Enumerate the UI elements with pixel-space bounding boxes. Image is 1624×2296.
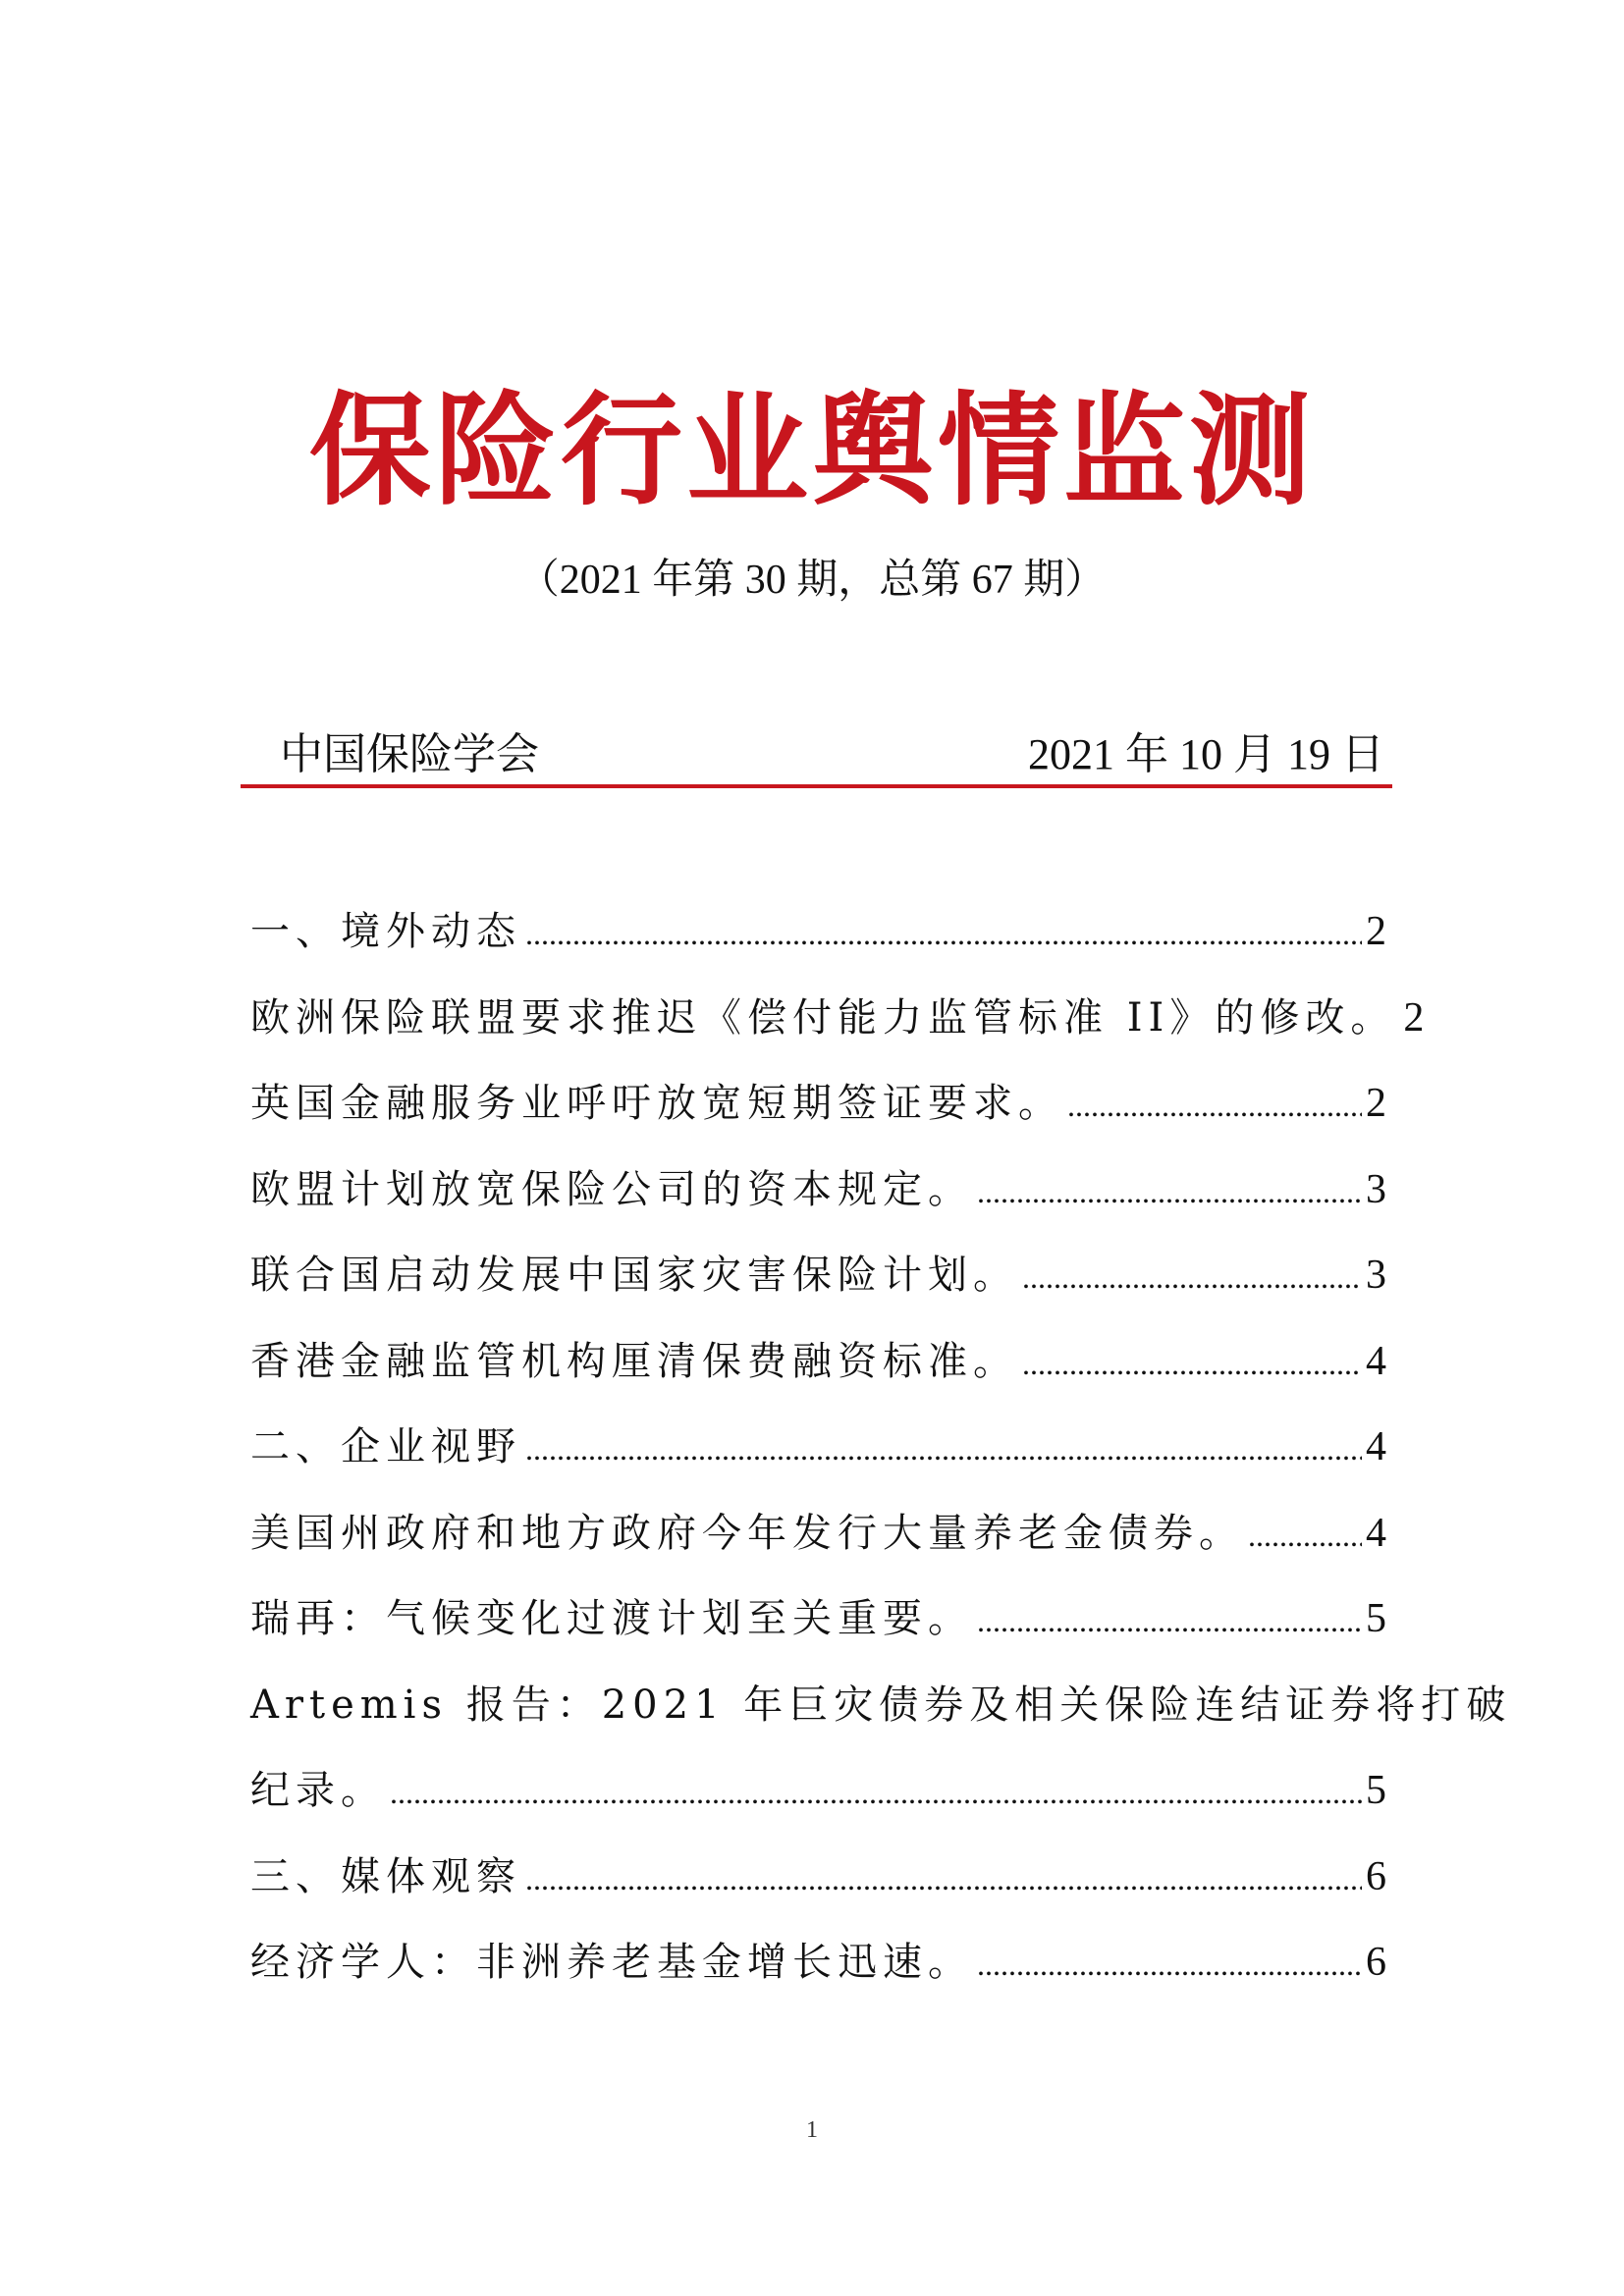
toc-entry-page: 4 [1366,1424,1386,1469]
toc-entry-text: Artemis 报告：2021 年巨灾债券及相关保险连结证券将打破 [250,1682,1512,1728]
toc-entry[interactable] [250,1233,1386,1319]
issuer-name: 中国保险学会 [280,730,539,778]
toc-leader-dots [1022,1319,1362,1408]
toc-entry-page: 6 [1366,1940,1386,1985]
toc-entry-text: 瑞再：气候变化过渡计划至关重要。 [250,1596,973,1641]
toc-entry-text: 纪录。 [250,1768,386,1813]
toc-section-enterprise[interactable] [250,1405,1386,1491]
toc-entry-page: 5 [1366,1596,1386,1641]
toc-entry[interactable] [250,1148,1386,1234]
toc-entry-text: 三、媒体观察 [250,1853,521,1899]
toc-entry-page: 3 [1366,1253,1386,1298]
toc-entry-text: 一、境外动态 [250,909,521,954]
toc-leader-dots [1248,1491,1362,1579]
toc-entry[interactable] [250,1061,1386,1148]
toc-entry-page: 6 [1366,1853,1386,1899]
issue-number: （2021 年第 30 期，总第 67 期） [517,558,1107,603]
toc-entry[interactable] [250,1491,1386,1577]
toc-entry-text: 经济学人：非洲养老基金增长迅速。 [250,1940,973,1985]
toc-entry-page: 3 [1366,1166,1386,1212]
page-number: 1 [806,2117,818,2143]
toc-entry[interactable] [250,976,1425,1062]
toc-entry-text: 联合国启动发展中国家灾害保险计划。 [250,1253,1018,1298]
toc-section-media[interactable] [250,1835,1386,1921]
toc-leader-dots [977,1920,1362,2008]
toc-entry-line [250,1748,1386,1835]
document-title: 保险行业舆情监测 [308,380,1315,522]
toc-leader-dots [1067,1061,1362,1149]
toc-entry-text: 香港金融监管机构厘清保费融资标准。 [250,1338,1018,1384]
toc-entry-text: 欧洲保险联盟要求推迟《偿付能力监管标准 II》的修改。 [250,994,1396,1041]
toc-entry[interactable] [250,1576,1386,1663]
toc-entry-page: 2 [1403,994,1425,1041]
toc-entry-page: 2 [1366,1081,1386,1126]
toc-entry-page: 2 [1366,909,1386,954]
toc-entry-text: 欧盟计划放宽保险公司的资本规定。 [250,1166,973,1212]
toc-leader-dots [977,1576,1362,1665]
toc-entry-text: 英国金融服务业呼吁放宽短期签证要求。 [250,1081,1063,1126]
toc-leader-dots [525,1835,1362,1923]
toc-leader-dots [525,889,1362,978]
toc-leader-dots [977,1148,1362,1236]
table-of-contents [250,889,1512,2006]
toc-entry[interactable] [250,1319,1386,1406]
toc-entry-line [250,1663,1512,1749]
toc-entry-page: 4 [1366,1510,1386,1556]
issuer-row [280,721,1384,789]
toc-entry-page: 4 [1366,1338,1386,1384]
toc-leader-dots [1022,1233,1362,1321]
toc-section-overseas[interactable] [250,889,1386,976]
toc-entry-page: 5 [1366,1768,1386,1813]
toc-leader-dots [525,1405,1362,1493]
toc-entry-text: 美国州政府和地方政府今年发行大量养老金债券。 [250,1510,1244,1556]
toc-entry[interactable] [250,1663,1512,1835]
toc-entry[interactable] [250,1920,1386,2006]
header-rule [241,784,1392,788]
issue-date: 2021 年 10 月 19 日 [1028,730,1384,778]
toc-entry-text: 二、企业视野 [250,1424,521,1469]
toc-leader-dots [390,1748,1362,1837]
